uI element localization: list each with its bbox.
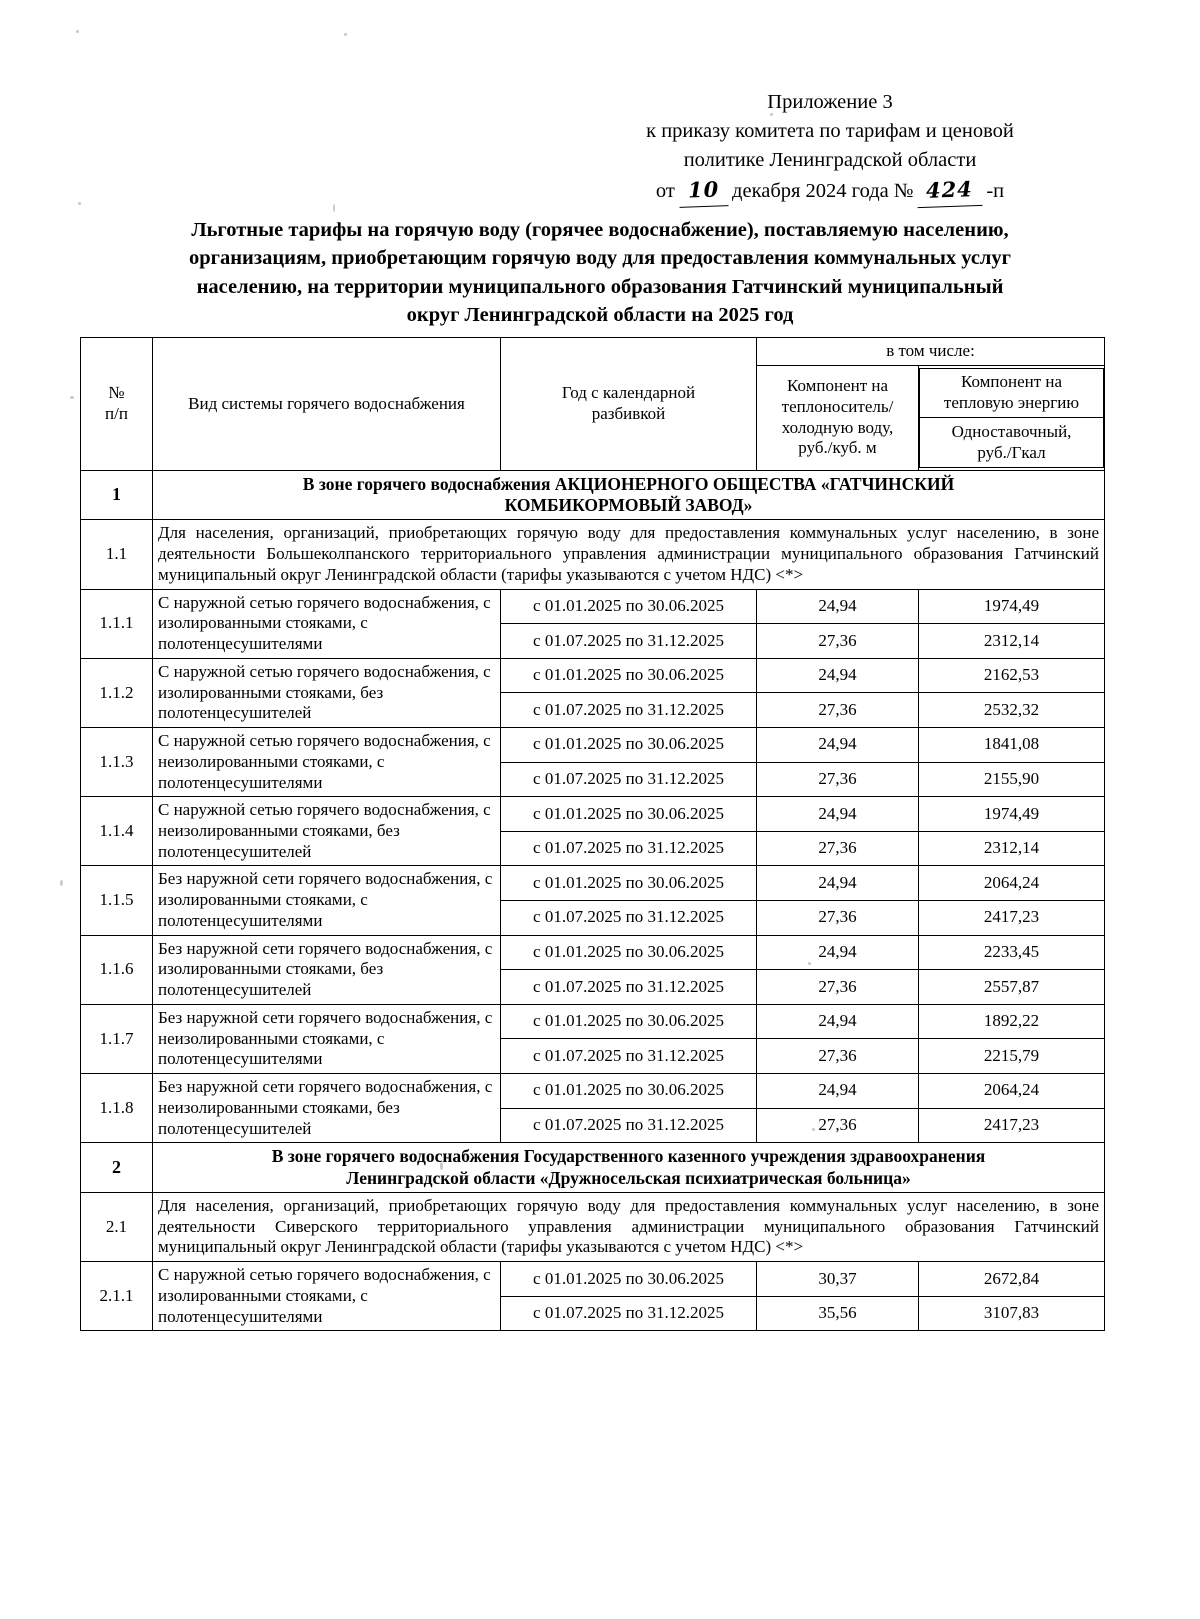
tariff-table-body xyxy=(81,338,1105,1331)
appendix-line-1: Приложение 3 xyxy=(767,91,893,113)
row-component-heat: 3107,83 xyxy=(919,1296,1105,1331)
handwritten-order-number: 424 xyxy=(917,174,983,208)
row-component-heat: 2312,14 xyxy=(919,624,1105,659)
row-period: с 01.07.2025 по 31.12.2025 xyxy=(501,624,757,659)
row-period: с 01.01.2025 по 30.06.2025 xyxy=(501,728,757,763)
row-component-coolant: 24,94 xyxy=(757,589,919,624)
section-title-line-2: Ленинградской области «Дружносельская психиатрическая больница» xyxy=(346,1167,911,1188)
row-period: с 01.07.2025 по 31.12.2025 xyxy=(501,1039,757,1074)
row-component-heat: 2672,84 xyxy=(919,1262,1105,1297)
page-title-line-1: Льготные тарифы на горячую воду (горячее водоснабжение), поставляемую населению, xyxy=(191,219,1009,241)
row-period: с 01.07.2025 по 31.12.2025 xyxy=(501,970,757,1005)
scan-speckle xyxy=(344,33,347,36)
header-cell-component-coolant xyxy=(757,365,919,470)
page-title-line-4: округ Ленинградской области на 2025 год xyxy=(406,303,794,326)
header-cell-group: в том числе: xyxy=(757,338,1105,366)
row-kind: С наружной сетью горячего водоснабжения, с неизолированными стояками, с полотенцесушителями xyxy=(153,728,501,797)
row-period: с 01.01.2025 по 30.06.2025 xyxy=(501,658,757,693)
date-middle-label: декабря 2024 года № xyxy=(732,180,914,203)
appendix-date-line xyxy=(560,175,1100,207)
header-component-heat-split xyxy=(919,368,1104,468)
table-header-row-group xyxy=(81,338,1105,366)
appendix-line-2: к приказу комитета по тарифам и ценовой xyxy=(646,120,1014,143)
appendix-line-3: политике Ленинградской области xyxy=(683,149,977,172)
section-title xyxy=(153,470,1105,520)
row-index: 1.1.6 xyxy=(81,935,153,1004)
row-component-heat: 2312,14 xyxy=(919,831,1105,866)
tariff-table-wrapper xyxy=(80,337,1104,1331)
section-title xyxy=(153,1143,1105,1193)
header-num-line-1: № xyxy=(108,383,125,403)
row-component-heat: 1974,49 xyxy=(919,589,1105,624)
row-index: 1.1.8 xyxy=(81,1074,153,1143)
header-year-line-1: Год с календарной xyxy=(561,383,696,403)
row-period: с 01.07.2025 по 31.12.2025 xyxy=(501,831,757,866)
row-period: с 01.01.2025 по 30.06.2025 xyxy=(501,866,757,901)
header-component-heat-bottom xyxy=(920,418,1104,467)
row-component-coolant: 27,36 xyxy=(757,693,919,728)
tariff-table xyxy=(80,337,1105,1331)
row-component-heat: 2064,24 xyxy=(919,866,1105,901)
row-component-heat: 1974,49 xyxy=(919,797,1105,832)
row-component-heat: 1841,08 xyxy=(919,728,1105,763)
table-row xyxy=(81,935,1105,970)
row-component-heat: 2532,32 xyxy=(919,693,1105,728)
section-title-line-1: В зоне горячего водоснабжения Государственного казенного учреждения здравоохранения xyxy=(271,1146,986,1167)
page-title-line-3: населению, на территории муниципального образования Гатчинский муниципальный xyxy=(196,275,1004,298)
row-index: 1.1.5 xyxy=(81,866,153,935)
date-suffix-label: -п xyxy=(986,180,1005,203)
row-period: с 01.01.2025 по 30.06.2025 xyxy=(501,589,757,624)
header-comp2-line-1: Компонент на xyxy=(960,371,1063,391)
table-row xyxy=(81,797,1105,832)
row-component-heat: 2064,24 xyxy=(919,1074,1105,1109)
table-row xyxy=(81,589,1105,624)
page-title xyxy=(108,216,1092,329)
row-kind: С наружной сетью горячего водоснабжения, с изолированными стояками, с полотенцесушителями xyxy=(153,1262,501,1331)
row-component-coolant: 24,94 xyxy=(757,658,919,693)
subsection-number: 1.1 xyxy=(81,520,153,589)
row-period: с 01.07.2025 по 31.12.2025 xyxy=(501,901,757,936)
row-component-coolant: 27,36 xyxy=(757,624,919,659)
row-component-coolant: 24,94 xyxy=(757,797,919,832)
row-index: 1.1.3 xyxy=(81,728,153,797)
row-kind: Без наружной сети горячего водоснабжения, с изолированными стояками, без полотенцесушителей xyxy=(153,935,501,1004)
row-kind: С наружной сетью горячего водоснабжения, с неизолированными стояками, без полотенцесушителей xyxy=(153,797,501,866)
row-component-heat: 1892,22 xyxy=(919,1004,1105,1039)
row-component-coolant: 24,94 xyxy=(757,1074,919,1109)
row-index: 1.1.2 xyxy=(81,658,153,727)
header-num-line-2: п/п xyxy=(105,403,128,423)
row-component-coolant: 24,94 xyxy=(757,1004,919,1039)
row-period: с 01.01.2025 по 30.06.2025 xyxy=(501,1262,757,1297)
row-kind: Без наружной сети горячего водоснабжения, с изолированными стояками, с полотенцесушителями xyxy=(153,866,501,935)
header-comp2-line-2: тепловую энергию xyxy=(943,392,1080,412)
date-prefix-label: от xyxy=(655,180,675,203)
row-component-coolant: 27,36 xyxy=(757,1108,919,1143)
row-period: с 01.01.2025 по 30.06.2025 xyxy=(501,1074,757,1109)
table-row xyxy=(81,658,1105,693)
row-component-heat: 2162,53 xyxy=(919,658,1105,693)
row-period: с 01.07.2025 по 31.12.2025 xyxy=(501,762,757,797)
header-comp2-line-3: Одноставочный, xyxy=(951,422,1072,442)
scan-speckle xyxy=(76,30,79,33)
row-kind: С наружной сетью горячего водоснабжения, с изолированными стояками, без полотенцесушителей xyxy=(153,658,501,727)
handwritten-day: 10 xyxy=(678,174,728,208)
row-kind: С наружной сетью горячего водоснабжения, с изолированными стояками, с полотенцесушителями xyxy=(153,589,501,658)
row-component-coolant: 27,36 xyxy=(757,762,919,797)
row-component-heat: 2557,87 xyxy=(919,970,1105,1005)
section-title-row xyxy=(81,470,1105,520)
scan-speckle xyxy=(333,204,335,212)
table-row xyxy=(81,866,1105,901)
table-row xyxy=(81,1074,1105,1109)
row-period: с 01.01.2025 по 30.06.2025 xyxy=(501,1004,757,1039)
row-component-coolant: 35,56 xyxy=(757,1296,919,1331)
row-index: 1.1.7 xyxy=(81,1004,153,1073)
header-comp1-line-3: холодную воду, xyxy=(781,417,894,437)
row-kind: Без наружной сети горячего водоснабжения, с неизолированными стояками, без полотенцесушителей xyxy=(153,1074,501,1143)
scan-speckle xyxy=(78,202,81,205)
header-comp2-bottom-cell xyxy=(920,418,1104,467)
page-title-line-2: организациям, приобретающим горячую воду для предоставления коммунальных услуг xyxy=(189,247,1011,270)
row-component-heat: 2155,90 xyxy=(919,762,1105,797)
subsection-paragraph-row xyxy=(81,520,1105,589)
table-row xyxy=(81,1262,1105,1297)
header-comp2-line-4: руб./Гкал xyxy=(977,442,1046,462)
header-cell-year xyxy=(501,338,757,471)
row-component-heat: 2215,79 xyxy=(919,1039,1105,1074)
header-comp1-line-1: Компонент на xyxy=(786,376,889,396)
row-component-coolant: 27,36 xyxy=(757,831,919,866)
header-year-line-2: разбивкой xyxy=(591,403,666,423)
row-component-coolant: 30,37 xyxy=(757,1262,919,1297)
row-component-coolant: 24,94 xyxy=(757,935,919,970)
row-kind: Без наружной сети горячего водоснабжения, с неизолированными стояками, с полотенцесушителями xyxy=(153,1004,501,1073)
header-comp2-top-cell xyxy=(920,368,1104,417)
table-row xyxy=(81,728,1105,763)
section-title-line-1: В зоне горячего водоснабжения АКЦИОНЕРНОГО ОБЩЕСТВА «ГАТЧИНСКИЙ xyxy=(302,473,955,494)
subsection-number: 2.1 xyxy=(81,1192,153,1261)
header-cell-kind: Вид системы горячего водоснабжения xyxy=(153,338,501,471)
row-component-coolant: 24,94 xyxy=(757,866,919,901)
row-component-coolant: 27,36 xyxy=(757,970,919,1005)
header-cell-component-heat xyxy=(919,365,1105,470)
header-component-heat-top xyxy=(920,368,1104,417)
row-period: с 01.01.2025 по 30.06.2025 xyxy=(501,797,757,832)
section-title-line-2: КОМБИКОРМОВЫЙ ЗАВОД» xyxy=(504,495,753,516)
section-number: 1 xyxy=(81,470,153,520)
scan-speckle xyxy=(70,396,74,399)
header-cell-num xyxy=(81,338,153,471)
row-component-heat: 2417,23 xyxy=(919,901,1105,936)
row-period: с 01.07.2025 по 31.12.2025 xyxy=(501,1296,757,1331)
row-period: с 01.07.2025 по 31.12.2025 xyxy=(501,1108,757,1143)
section-number: 2 xyxy=(81,1143,153,1193)
appendix-header xyxy=(560,88,1100,207)
row-index: 1.1.4 xyxy=(81,797,153,866)
row-component-heat: 2417,23 xyxy=(919,1108,1105,1143)
subsection-paragraph: Для населения, организаций, приобретающих горячую воду для предоставления коммунальных услуг населению, в зоне деятельности Большеколпанского территориального управления администрации муниципального образования Гатчинский муниципальный округ Ленинградской области (тарифы указываются с учетом НДС) <*> xyxy=(153,520,1105,589)
subsection-paragraph: Для населения, организаций, приобретающих горячую воду для предоставления коммунальных услуг населению, в зоне деятельности Сиверского территориального управления администрации муниципального образования Гатчинский муниципальный округ Ленинградской области (тарифы указываются с учетом НДС) <*> xyxy=(153,1192,1105,1261)
row-index: 1.1.1 xyxy=(81,589,153,658)
table-row xyxy=(81,1004,1105,1039)
subsection-paragraph-row xyxy=(81,1192,1105,1261)
row-component-coolant: 27,36 xyxy=(757,1039,919,1074)
row-period: с 01.01.2025 по 30.06.2025 xyxy=(501,935,757,970)
row-component-coolant: 27,36 xyxy=(757,901,919,936)
row-index: 2.1.1 xyxy=(81,1262,153,1331)
section-title-row xyxy=(81,1143,1105,1193)
row-component-heat: 2233,45 xyxy=(919,935,1105,970)
header-comp1-line-2: теплоноситель/ xyxy=(781,397,894,416)
row-component-coolant: 24,94 xyxy=(757,728,919,763)
header-comp1-line-4: руб./куб. м xyxy=(798,438,877,458)
scan-speckle xyxy=(60,880,63,886)
row-period: с 01.07.2025 по 31.12.2025 xyxy=(501,693,757,728)
